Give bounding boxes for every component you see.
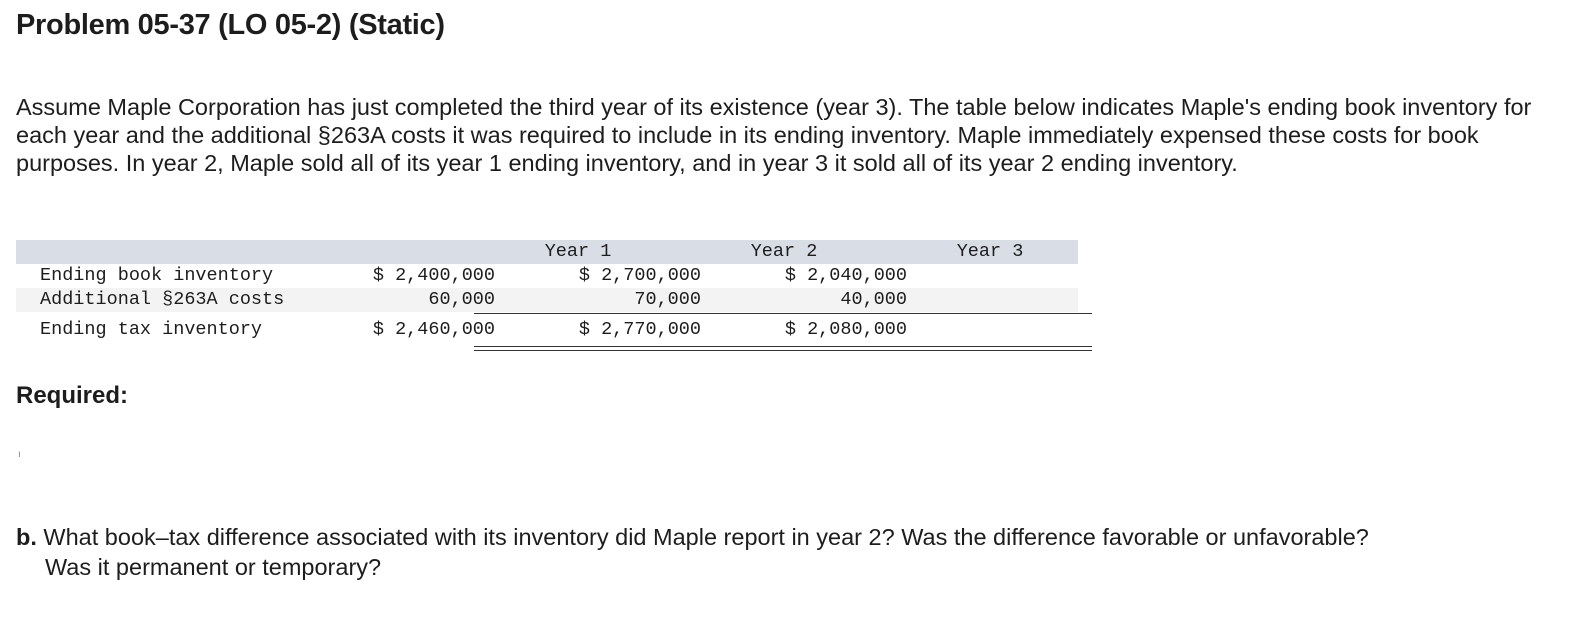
table-cell: 70,000 bbox=[634, 289, 701, 310]
total-double-rule bbox=[474, 346, 1092, 347]
row-label: Additional §263A costs bbox=[40, 289, 285, 310]
problem-description: Assume Maple Corporation has just completed the third year of its existence (year 3). The table below indicates Maple's ending book inventory for each year and the additional §263A costs it was required to include in its ending inventory. Maple immediately expensed these costs for book purposes. In year 2, Maple sold all of its year 1 ending inventory, and in year 3 it sold all of its year 2 ending inventory. bbox=[16, 94, 1532, 176]
question-letter: b. bbox=[16, 524, 37, 550]
problem-title: Problem 05-37 (LO 05-2) (Static) bbox=[16, 9, 445, 41]
row-label: Ending tax inventory bbox=[40, 319, 263, 340]
question-b bbox=[16, 522, 1556, 582]
column-header-year-2: Year 2 bbox=[750, 241, 818, 262]
table-cell: $ 2,460,000 bbox=[372, 319, 495, 340]
table-row bbox=[16, 264, 1078, 288]
question-text-continued: Was it permanent or temporary? bbox=[45, 554, 382, 580]
row-label: Ending book inventory bbox=[40, 265, 274, 286]
column-header-year-3: Year 3 bbox=[956, 241, 1024, 262]
table-cell: $ 2,770,000 bbox=[578, 319, 701, 340]
required-heading: Required: bbox=[16, 382, 129, 409]
inventory-table bbox=[16, 240, 1078, 340]
table-header-row bbox=[16, 240, 1078, 264]
info-mark-icon: ı bbox=[18, 449, 21, 460]
subtotal-rule bbox=[474, 313, 1092, 314]
table-row bbox=[16, 318, 1078, 342]
column-header-year-1: Year 1 bbox=[544, 241, 612, 262]
total-double-rule bbox=[474, 350, 1092, 351]
table-cell: $ 2,700,000 bbox=[578, 265, 701, 286]
table-cell: $ 2,400,000 bbox=[372, 265, 495, 286]
question-text: What book–tax difference associated with its inventory did Maple report in year 2? Was the difference favorable or unfavorable? bbox=[43, 524, 1369, 550]
table-cell: $ 2,040,000 bbox=[784, 265, 907, 286]
table-cell: 60,000 bbox=[428, 289, 495, 310]
table-row bbox=[16, 288, 1078, 312]
table-cell: 40,000 bbox=[840, 289, 907, 310]
table-cell: $ 2,080,000 bbox=[784, 319, 907, 340]
